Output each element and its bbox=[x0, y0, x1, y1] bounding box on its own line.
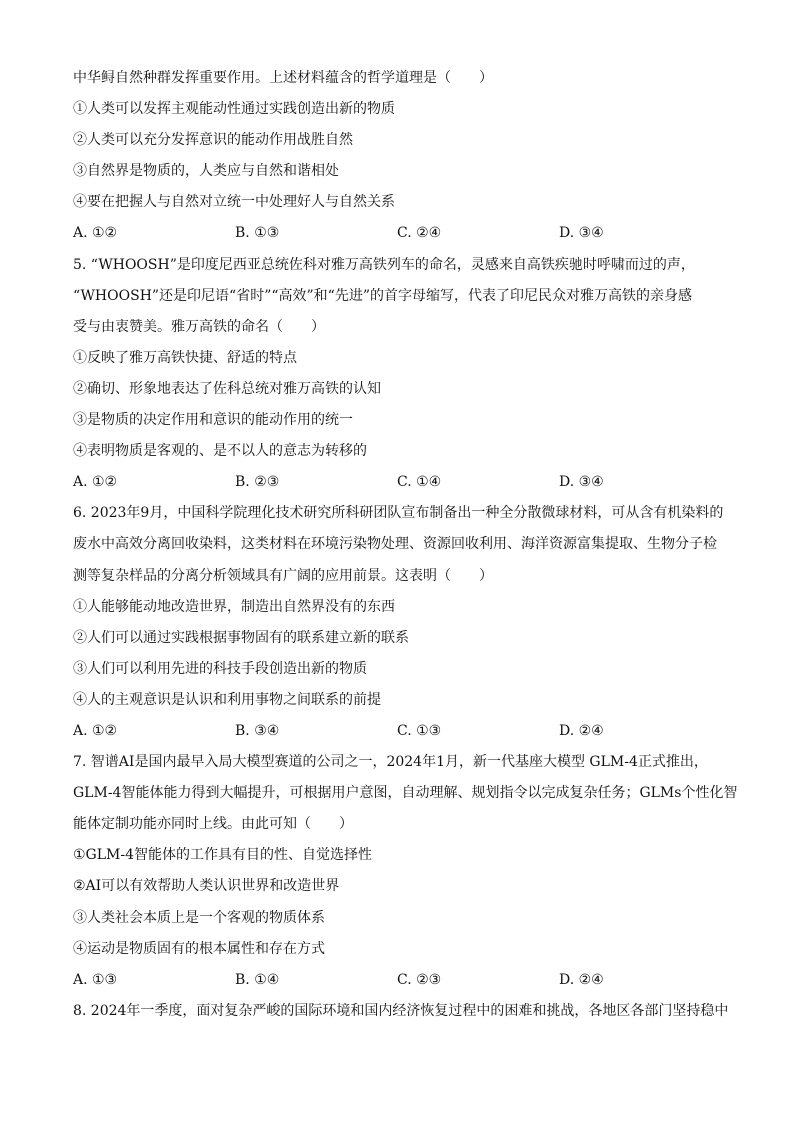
statement-1: ①人能够能动地改造世界，制造出自然界没有的东西 bbox=[73, 598, 395, 615]
option-c[interactable]: C. ②④ bbox=[397, 225, 442, 242]
statement-4: ④人的主观意识是认识和利用事物之间联系的前提 bbox=[73, 691, 381, 708]
question-stem-line: 8. 2024年一季度，面对复杂严峻的国际环境和国内经济恢复过程中的困难和挑战，各地区各部门坚持稳中 bbox=[73, 1002, 729, 1019]
question-4 bbox=[73, 63, 723, 250]
option-b[interactable]: B. ①④ bbox=[235, 971, 280, 988]
option-d[interactable]: D. ③④ bbox=[559, 474, 604, 491]
answer-options bbox=[73, 716, 723, 747]
statement-4: ④要在把握人与自然对立统一中处理好人与自然关系 bbox=[73, 194, 395, 211]
question-8 bbox=[73, 996, 729, 1027]
option-c[interactable]: C. ①③ bbox=[397, 722, 442, 739]
option-b[interactable]: B. ①③ bbox=[235, 225, 280, 242]
question-5 bbox=[73, 250, 723, 499]
statement-4: ④运动是物质固有的根本属性和存在方式 bbox=[73, 940, 325, 957]
option-d[interactable]: D. ②④ bbox=[559, 971, 604, 988]
statement-4: ④表明物质是客观的、是不以人的意志为转移的 bbox=[73, 443, 367, 460]
statement-3: ③自然界是物质的，人类应与自然和谐相处 bbox=[73, 163, 339, 180]
option-a[interactable]: A. ①② bbox=[73, 225, 118, 242]
statement-1: ①人类可以发挥主观能动性通过实践创造出新的物质 bbox=[73, 101, 395, 118]
question-stem-line: 中华鲟自然种群发挥重要作用。上述材料蕴含的哲学道理是（ ） bbox=[73, 70, 493, 86]
question-6 bbox=[73, 498, 723, 747]
option-d[interactable]: D. ②④ bbox=[559, 722, 604, 739]
statement-3: ③人类社会本质上是一个客观的物质体系 bbox=[73, 909, 325, 926]
question-stem-line: GLM-4智能体能力得到大幅提升，可根据用户意图，自动理解、规划指令以完成复杂任务；GLMs个性化智 bbox=[73, 785, 738, 802]
statement-2: ②确切、形象地表达了佐科总统对雅万高铁的认知 bbox=[73, 380, 381, 397]
statement-2: ②人类可以充分发挥意识的能动作用战胜自然 bbox=[73, 132, 353, 149]
question-7 bbox=[73, 747, 738, 996]
option-a[interactable]: A. ①② bbox=[73, 722, 118, 739]
question-stem-line: 测等复杂样品的分离分析领域具有广阔的应用前景。这表明（ ） bbox=[73, 567, 493, 584]
question-stem-line: 废水中高效分离回收染料，这类材料在环境污染物处理、资源回收利用、海洋资源富集提取、生物分子检 bbox=[73, 536, 717, 553]
statement-3: ③人们可以利用先进的科技手段创造出新的物质 bbox=[73, 660, 367, 677]
statement-1: ①反映了雅万高铁快捷、舒适的特点 bbox=[73, 349, 297, 366]
question-stem-line: 能体定制功能亦同时上线。由此可知（ ） bbox=[73, 816, 353, 833]
question-stem-line: 7. 智谱AI是国内最早入局大模型赛道的公司之一，2024年1月，新一代基座大模型 GLM-4正式推出， bbox=[73, 754, 708, 771]
option-a[interactable]: A. ①③ bbox=[73, 971, 118, 988]
statement-3: ③是物质的决定作用和意识的能动作用的统一 bbox=[73, 412, 353, 429]
option-a[interactable]: A. ①② bbox=[73, 474, 118, 491]
question-stem-line: 受与由衷赞美。雅万高铁的命名（ ） bbox=[73, 318, 325, 335]
option-d[interactable]: D. ③④ bbox=[559, 225, 604, 242]
answer-options bbox=[73, 218, 723, 249]
answer-options bbox=[73, 467, 723, 498]
option-b[interactable]: B. ③④ bbox=[235, 722, 280, 739]
answer-options bbox=[73, 965, 723, 996]
question-stem-line: “WHOOSH”还是印尼语“省时”“高效”和“先进”的首字母缩写，代表了印尼民众对雅万高铁的亲身感 bbox=[73, 287, 692, 304]
statement-1: ①GLM-4智能体的工作具有目的性、自觉选择性 bbox=[73, 847, 373, 864]
question-stem-line: 6. 2023年9月，中国科学院理化技术研究所科研团队宣布制备出一种全分散微球材料，可从含有机染料的 bbox=[73, 505, 724, 522]
option-b[interactable]: B. ②③ bbox=[235, 474, 280, 491]
question-stem-line: 5. “WHOOSH”是印度尼西亚总统佐科对雅万高铁列车的命名，灵感来自高铁疾驰时呼啸而过的声， bbox=[73, 256, 695, 273]
statement-2: ②人们可以通过实践根据事物固有的联系建立新的联系 bbox=[73, 629, 409, 646]
option-c[interactable]: C. ①④ bbox=[397, 474, 442, 491]
page-content bbox=[73, 63, 738, 1027]
option-c[interactable]: C. ②③ bbox=[397, 971, 442, 988]
statement-2: ②AI可以有效帮助人类认识世界和改造世界 bbox=[73, 878, 340, 895]
